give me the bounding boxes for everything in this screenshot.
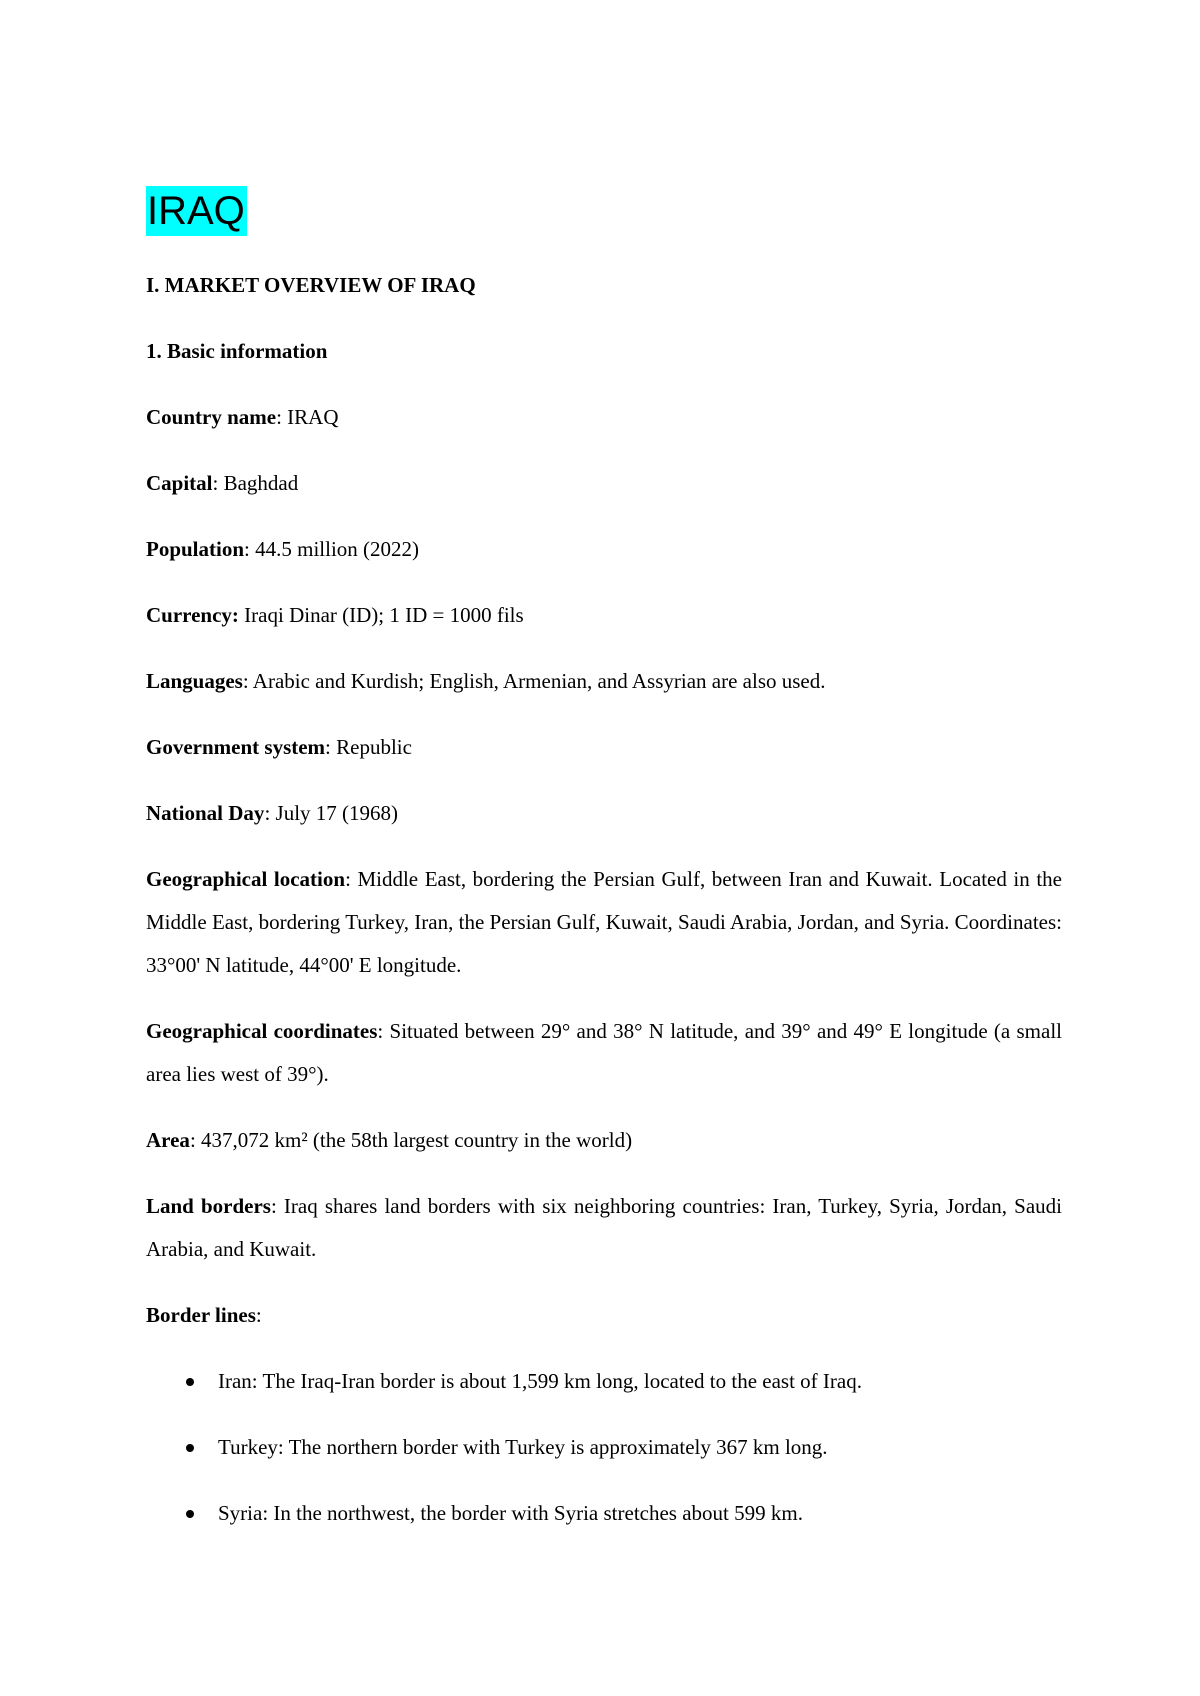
list-item xyxy=(146,1360,1062,1403)
section-heading-text: I. MARKET OVERVIEW OF IRAQ xyxy=(146,273,476,297)
list-item-text: Turkey: The northern border with Turkey is approximately 367 km long. xyxy=(218,1435,828,1459)
field-value: : Middle East, bordering the Persian Gulf, between Iran and Kuwait. Located in the Middle East, bordering Turkey, Iran, the Persian Gulf, Kuwait, Saudi Arabia, Jordan, and Syria. Coordinates: 33°00' N latitude, 44°00' E longitude. xyxy=(146,867,1062,977)
field-land-borders xyxy=(146,1185,1062,1271)
field-value: : Iraq shares land borders with six neighboring countries: Iran, Turkey, Syria, Jordan, Saudi Arabia, and Kuwait. xyxy=(146,1194,1062,1261)
document-content xyxy=(146,186,1062,1558)
field-value: : IRAQ xyxy=(276,405,339,429)
bullet-icon xyxy=(186,1510,194,1518)
field-label: Population xyxy=(146,537,245,561)
bullet-icon xyxy=(186,1444,194,1452)
field-value: : July 17 (1968) xyxy=(264,801,399,825)
field-value: : xyxy=(255,1303,262,1327)
field-value: : Baghdad xyxy=(212,471,299,495)
field-label: National Day xyxy=(146,801,265,825)
field-value: : Situated between 29° and 38° N latitude, and 39° and 49° E longitude (a small area lies west of 39°). xyxy=(146,1019,1062,1086)
field-value: Iraqi Dinar (ID); 1 ID = 1000 fils xyxy=(238,603,524,627)
border-lines-list xyxy=(146,1360,1062,1535)
title-block xyxy=(146,186,1062,236)
list-item-text: Iran: The Iraq-Iran border is about 1,599 km long, located to the east of Iraq. xyxy=(218,1369,862,1393)
field-country-name xyxy=(146,396,1062,439)
field-label: Languages xyxy=(146,669,243,693)
field-geo-location xyxy=(146,858,1062,987)
field-label: Geographical location xyxy=(146,867,346,891)
field-label: Government system xyxy=(146,735,326,759)
bullet-icon xyxy=(186,1378,194,1386)
section-heading xyxy=(146,264,1062,307)
list-item-text: Syria: In the northwest, the border with Syria stretches about 599 km. xyxy=(218,1501,803,1525)
field-national-day xyxy=(146,792,1062,835)
field-label: Area xyxy=(146,1128,190,1152)
field-label: Land borders xyxy=(146,1194,271,1218)
document-title: IRAQ xyxy=(146,186,247,236)
field-label: Country name xyxy=(146,405,277,429)
field-languages xyxy=(146,660,1062,703)
subsection-heading-text: 1. Basic information xyxy=(146,339,328,363)
field-area xyxy=(146,1119,1062,1162)
field-label: Geographical coordinates xyxy=(146,1019,378,1043)
field-geo-coordinates xyxy=(146,1010,1062,1096)
field-capital xyxy=(146,462,1062,505)
list-item xyxy=(146,1426,1062,1469)
field-value: : Arabic and Kurdish; English, Armenian, and Assyrian are also used. xyxy=(242,669,826,693)
field-label: Border lines xyxy=(146,1303,256,1327)
field-government xyxy=(146,726,1062,769)
field-label: Currency: xyxy=(146,603,239,627)
field-value: : Republic xyxy=(325,735,412,759)
field-currency xyxy=(146,594,1062,637)
field-value: : 44.5 million (2022) xyxy=(244,537,420,561)
field-value: : 437,072 km² (the 58th largest country in the world) xyxy=(189,1128,633,1152)
field-label: Capital xyxy=(146,471,213,495)
subsection-heading xyxy=(146,330,1062,373)
field-border-lines xyxy=(146,1294,1062,1337)
list-item xyxy=(146,1492,1062,1535)
field-population xyxy=(146,528,1062,571)
